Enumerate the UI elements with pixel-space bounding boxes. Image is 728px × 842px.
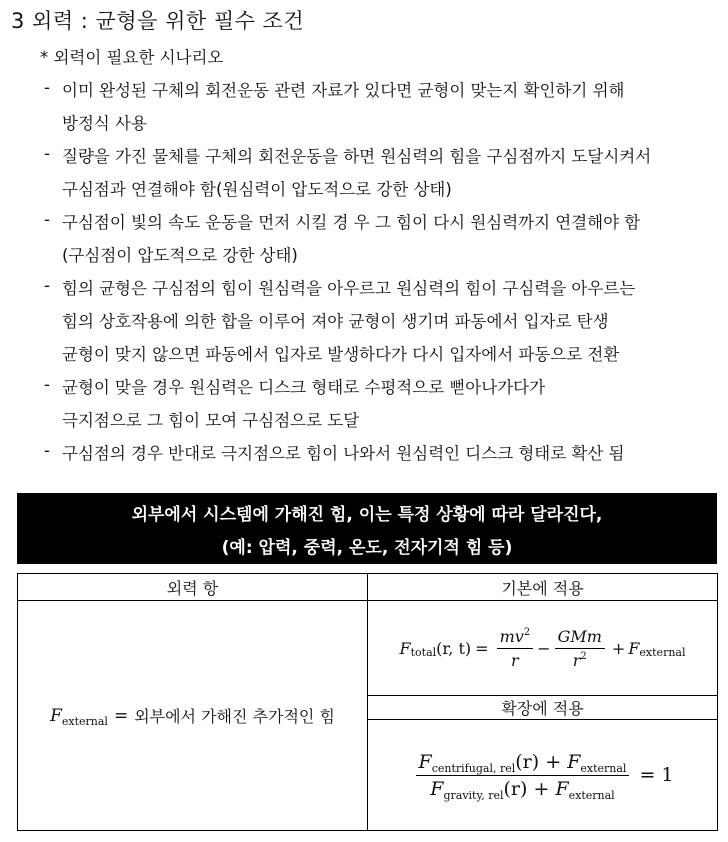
bullet-line: 구심점과 연결해야 함(원심력이 압도적으로 강한 상태) [62, 180, 452, 199]
section-heading: 3 외력 : 균형을 위한 필수 조건 [11, 9, 305, 33]
bullet-dash: - [44, 210, 50, 229]
scenario-bullet [44, 210, 651, 276]
extension-header: 확장에 적용 [501, 699, 584, 718]
external-force-banner [17, 493, 717, 564]
bullet-dash: - [44, 441, 50, 460]
bullet-line: 균형이 맞지 않으면 파동에서 입자로 발생하다가 다시 입자에서 파동으로 전환 [62, 345, 620, 364]
scenario-bullet-list [44, 78, 651, 474]
external-force-table [17, 573, 718, 831]
definition-symbol: $F_{external}$ [50, 705, 108, 728]
bullet-line: 구심점이 빛의 속도 운동을 먼저 시킬 경 우 그 힘이 다시 원심력까지 연결해야 함 [62, 213, 641, 232]
column-header-external-term: 외력 항 [166, 578, 219, 598]
scenario-bullet [44, 78, 651, 144]
basic-formula: F total (r, t) = $\frac{mv^2}{r}$ − $\frac{\text{GMm}}{r^2}$ + F external [399, 626, 686, 670]
centripetal-term: $\frac{mv^2}{r}$ [497, 627, 534, 670]
scenario-bullet [44, 144, 651, 210]
scenario-title: * 외력이 필요한 시나리오 [40, 48, 224, 67]
extended-formula: $\frac{F_{centrifugal, rel}(r) + F_{external}}{F_{gravity, rel}(r) + F_{external}}$ = 1 [368, 720, 717, 830]
column-header-basic-application: 기본에 적용 [501, 578, 584, 598]
bullet-line: 구심점의 경우 반대로 극지점으로 힘이 나와서 원심력인 디스크 형태로 확산 됨 [62, 444, 625, 463]
bullet-line: 방정식 사용 [62, 114, 147, 133]
scenario-bullet [44, 441, 651, 474]
bullet-dash: - [44, 144, 50, 163]
banner-line-2: (예: 압력, 중력, 온도, 전자기적 힘 등) [221, 537, 513, 558]
bullet-dash: - [44, 375, 50, 394]
bullet-line: 힘의 균형은 구심점의 힘이 원심력을 아우르고 원심력의 힘이 구심력을 아우르는 [62, 279, 636, 298]
bullet-line: 균형이 맞을 경우 원심력은 디스크 형태로 수평적으로 뻗아나가다가 [62, 378, 546, 397]
bullet-line: 극지점으로 그 힘이 모여 구심점으로 도달 [62, 411, 360, 430]
scenario-bullet [44, 375, 651, 441]
definition-equals: = [113, 705, 129, 726]
external-force-definition [18, 601, 367, 830]
balance-ratio: $\frac{F_{centrifugal, rel}(r) + F_{external}}{F_{gravity, rel}(r) + F_{external}}$ [416, 751, 630, 800]
bullet-line: 질량을 가진 물체를 구체의 회전운동을 하면 원심력의 힘을 구심점까지 도달시켜서 [62, 147, 652, 166]
bullet-line: 힘의 상호작용에 의한 합을 이루어 져야 균형이 생기며 파동에서 입자로 탄생 [62, 312, 609, 331]
bullet-dash: - [44, 276, 50, 295]
gravity-term: $\frac{\text{GMm}}{r^2}$ [555, 627, 605, 670]
banner-line-1: 외부에서 시스템에 가해진 힘, 이는 특정 상황에 따라 달라진다, [131, 504, 603, 525]
bullet-dash: - [44, 78, 50, 97]
definition-text: 외부에서 가해진 추가적인 힘 [134, 707, 335, 726]
bullet-line: (구심점이 압도적으로 강한 상태) [62, 246, 298, 265]
bullet-line: 이미 완성된 구체의 회전운동 관련 자료가 있다면 균형이 맞는지 확인하기 위해 [62, 81, 625, 100]
scenario-bullet [44, 276, 651, 375]
